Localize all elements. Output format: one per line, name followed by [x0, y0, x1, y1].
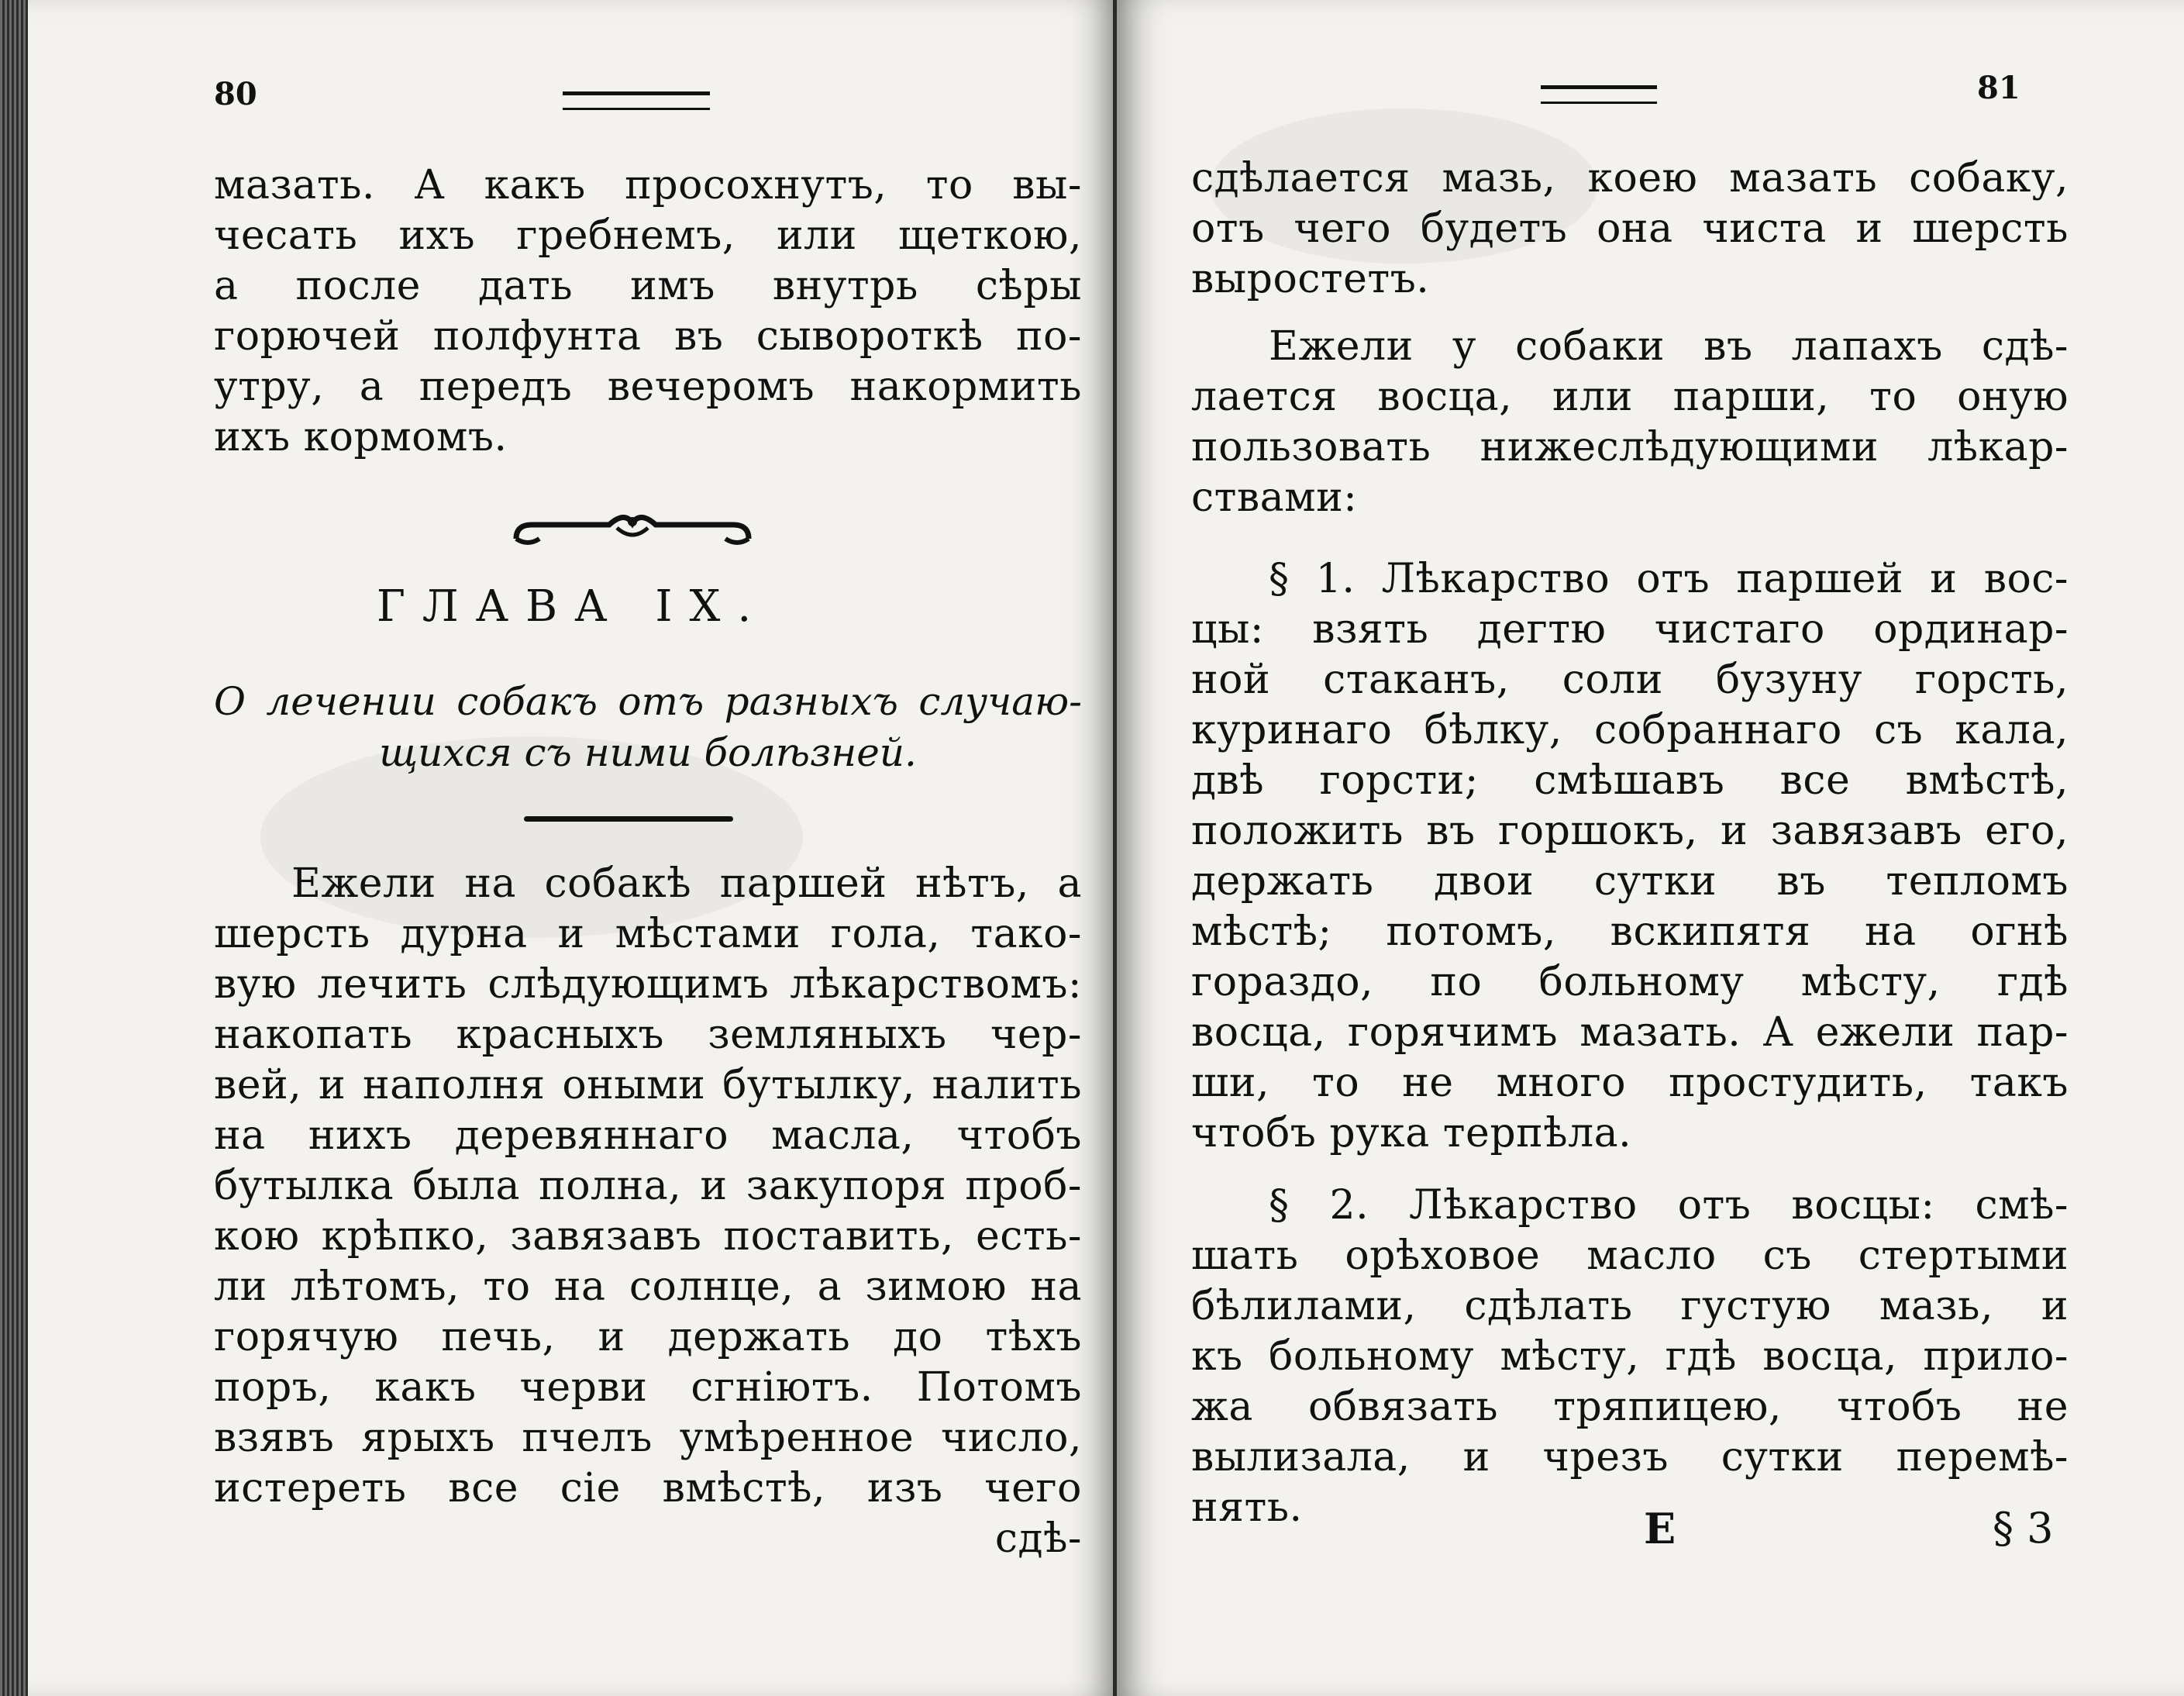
text-line: поръ, какъ черви сгніютъ. Потомъ — [214, 1364, 1082, 1411]
text-line: ли лѣтомъ, то на солнце, а зимою на — [214, 1263, 1082, 1310]
text-line: истереть все сіе вмѣстѣ, изъ чего — [214, 1465, 1082, 1512]
text-line: ствами: — [1191, 474, 1358, 521]
text-line: лается восца, или парши, то оную — [1191, 374, 2069, 420]
intro-paragraph — [214, 160, 1082, 463]
text-line: накопать красныхъ земляныхъ чер- — [214, 1012, 1082, 1058]
page-number: 80 — [214, 76, 257, 112]
text-line: жа обвязать тряпицею, чтобъ не — [1191, 1384, 2069, 1430]
page-number: 81 — [1977, 70, 2020, 106]
text-line: ной стаканъ, соли бузуну горсть, — [1191, 657, 2069, 703]
text-line: § 2. Лѣкарство отъ восцы: смѣ- — [1269, 1182, 2069, 1229]
section-rule — [524, 816, 733, 822]
catchword: сдѣ- — [994, 1515, 1082, 1562]
text-line: горячую печь, и держать до тѣхъ — [214, 1314, 1082, 1360]
catchword: § 3 — [1993, 1504, 2054, 1553]
text-line: вылизала, и чрезъ сутки перемѣ- — [1191, 1434, 2069, 1481]
text-line: пользовать нижеслѣдующими лѣкар- — [1191, 424, 2069, 471]
text-line: утру, а передъ вечеромъ накормить — [214, 364, 1082, 410]
text-line: восца, горячимъ мазать. А ежели пар- — [1191, 1009, 2069, 1056]
text-line: кою крѣпко, завязавъ поставить, есть- — [214, 1213, 1082, 1260]
chapter-subtitle — [214, 676, 1082, 778]
text-line: ихъ кормомъ. — [214, 414, 508, 460]
text-line: выростетъ. — [1191, 256, 1430, 302]
text-line: къ больному мѣсту, гдѣ восца, прило- — [1191, 1333, 2069, 1380]
text-line: сдѣлается мазь, коею мазать собаку, — [1191, 155, 2069, 202]
text-line: Ежели у собаки въ лапахъ сдѣ- — [1269, 323, 2069, 370]
text-line: вей, и наполня оными бутылку, налить — [214, 1062, 1082, 1108]
text-line: а после дать имъ внутрь сѣры — [214, 263, 1082, 309]
text-line: ши, то не много простудить, такъ — [1191, 1060, 2069, 1106]
chapter-title: ГЛАВА IX. — [376, 581, 769, 632]
text-line: положить въ горшокъ, и завязавъ его, — [1191, 808, 2069, 854]
signature-mark: Е — [1644, 1504, 1676, 1553]
text-line: чтобъ рука терпѣла. — [1191, 1110, 1632, 1157]
text-line: бутылка была полна, и закупоря проб- — [214, 1163, 1082, 1209]
text-line: мазать. А какъ просохнутъ, то вы- — [214, 162, 1082, 209]
text-line: мѣстѣ; потомъ, вскипятя на огнѣ — [1191, 908, 2069, 955]
text-line: бѣлилами, сдѣлать густую мазь, и — [1191, 1283, 2069, 1329]
header-rule — [1541, 85, 1657, 104]
text-line: гораздо, по больному мѣсту, гдѣ — [1191, 959, 2069, 1005]
text-line: чесать ихъ гребнемъ, или щеткою, — [214, 212, 1082, 259]
text-line: нять. — [1191, 1484, 1303, 1531]
header-rule — [563, 91, 710, 110]
text-line: взявъ ярыхъ пчелъ умѣренное число, — [214, 1415, 1082, 1461]
subtitle-line: щихся съ ними болѣзней. — [379, 730, 917, 775]
text-line: держать двои сутки въ тепломъ — [1191, 858, 2069, 905]
right-page — [1117, 0, 2184, 1696]
left-page — [28, 0, 1117, 1696]
text-line: Ежели на собакѣ паршей нѣтъ, а — [291, 860, 1082, 907]
text-line: горючей полфунта въ сывороткѣ по- — [214, 313, 1082, 360]
text-line: на нихъ деревяннаго масла, чтобъ — [214, 1112, 1082, 1159]
subtitle-line: О лечении собакъ отъ разныхъ случаю- — [214, 679, 1082, 724]
body-paragraph — [214, 859, 1082, 1564]
text-line: § 1. Лѣкарство отъ паршей и вос- — [1269, 556, 2069, 602]
text-line: цы: взять дегтю чистаго ординар- — [1191, 606, 2069, 653]
text-line: шать орѣховое масло съ стертыми — [1191, 1232, 2069, 1279]
text-line: двѣ горсти; смѣшавъ все вмѣстѣ, — [1191, 757, 2069, 804]
page-edges — [0, 0, 28, 1696]
text-line: шерсть дурна и мѣстами гола, тако- — [214, 911, 1082, 957]
right-text-block — [1191, 153, 2069, 1533]
text-line: отъ чего будетъ она чиста и шерсть — [1191, 205, 2069, 252]
text-line: куринаго бѣлку, собраннаго съ кала, — [1191, 707, 2069, 753]
chapter-ornament — [508, 508, 756, 553]
text-line: вую лечить слѣдующимъ лѣкарствомъ: — [214, 961, 1082, 1008]
